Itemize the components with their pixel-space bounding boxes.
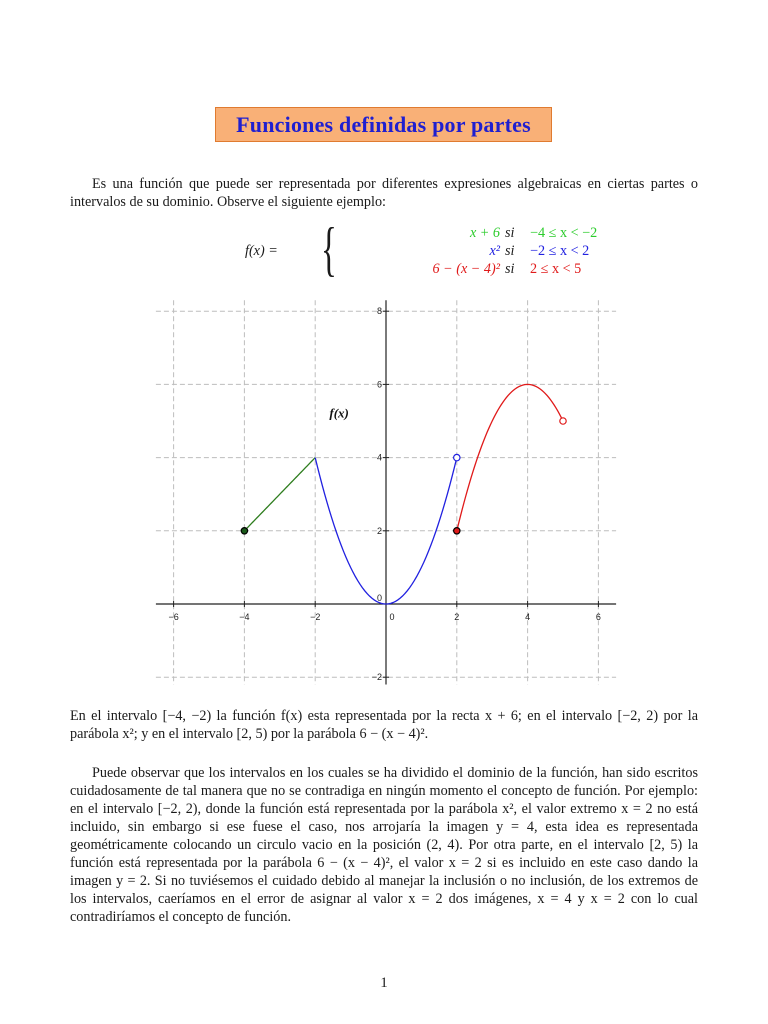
formula-si: si [505,243,515,259]
formula-row [340,261,640,279]
endpoint-marker [454,454,460,460]
endpoint-marker [241,528,247,534]
x-tick-label: 2 [454,612,460,622]
endpoint-marker [560,418,566,424]
page-number: 1 [380,975,388,991]
function-label: f(x) [329,405,349,421]
x-tick-label: −4 [239,612,250,622]
formula-row [340,243,640,261]
function-graph [150,298,620,690]
series-line [244,458,315,531]
formula-row [340,225,640,243]
formula-expr: x² [489,243,500,259]
intro-paragraph: Es una función que puede ser representada por diferentes expresiones algebraicas en ciertas partes o intervalos de su dominio. Observe el siguiente ejemplo: [70,176,698,210]
x-tick-label: 4 [525,612,531,622]
x-tick-label: 0 [389,612,395,622]
x-tick-label: 6 [595,612,601,622]
formula-condition: 2 ≤ x < 5 [530,261,582,277]
y-tick-label: −2 [371,672,382,683]
y-tick-label: 8 [376,306,382,317]
formula-expr: x + 6 [469,225,500,241]
piecewise-formula [245,216,598,283]
formula-si: si [505,261,515,277]
explanation-paragraph: En el intervalo [−4, −2) la función f(x) esta representada por la recta x + 6; en el intervalo [−2, 2) por la parábola x²; y en el intervalo [2, 5) por la parábola 6 − (x − 4)². [70,708,698,742]
formula-expr: 6 − (x − 4)² [432,261,500,277]
page-title: Funciones definidas por partes [215,107,552,142]
y-tick-label: 6 [376,379,382,390]
x-tick-label: −6 [168,612,179,622]
x-tick-label: −2 [310,612,321,622]
formula-si: si [505,225,515,241]
origin-label: 0 [376,593,382,603]
formula-lhs: f(x) = [245,243,278,259]
inclusion-paragraph: Puede observar que los intervalos en los cuales se ha dividido el dominio de la función, han sido escritos cuidadosamente de tal manera que no se contradiga en ningún momento el concepto de función. Por ejemplo: en el intervalo [−2, 2), donde la función está representada por la parábola x², el valor extremo x = 2 no está incluido, sin embargo si ese fuese el caso, nos arrojaría la imagen y = 4, esta idea es representada geométricamente colocando un circulo vacio en la posición (2, 4). Por otra parte, en el intervalo [2, 5) la función está representada por la parábola 6 − (x − 4)², el valor x = 2 si es incluido en este caso dando la imagen y = 2. Si no tuviésemos el cuidado debido al manejar la inclusión o no inclusión, de los extremos de los intervalos, caeríamos en el error de asignar al valor x = 2 dos imágenes, x = 4 y x = 2 con lo cual contradiríamos el concepto de función. [70,765,698,925]
endpoint-marker [454,528,460,534]
y-tick-label: 4 [376,452,382,463]
formula-brace: { [321,216,337,282]
formula-condition: −2 ≤ x < 2 [530,243,590,259]
formula-condition: −4 ≤ x < −2 [530,225,598,241]
y-tick-label: 2 [376,525,382,536]
